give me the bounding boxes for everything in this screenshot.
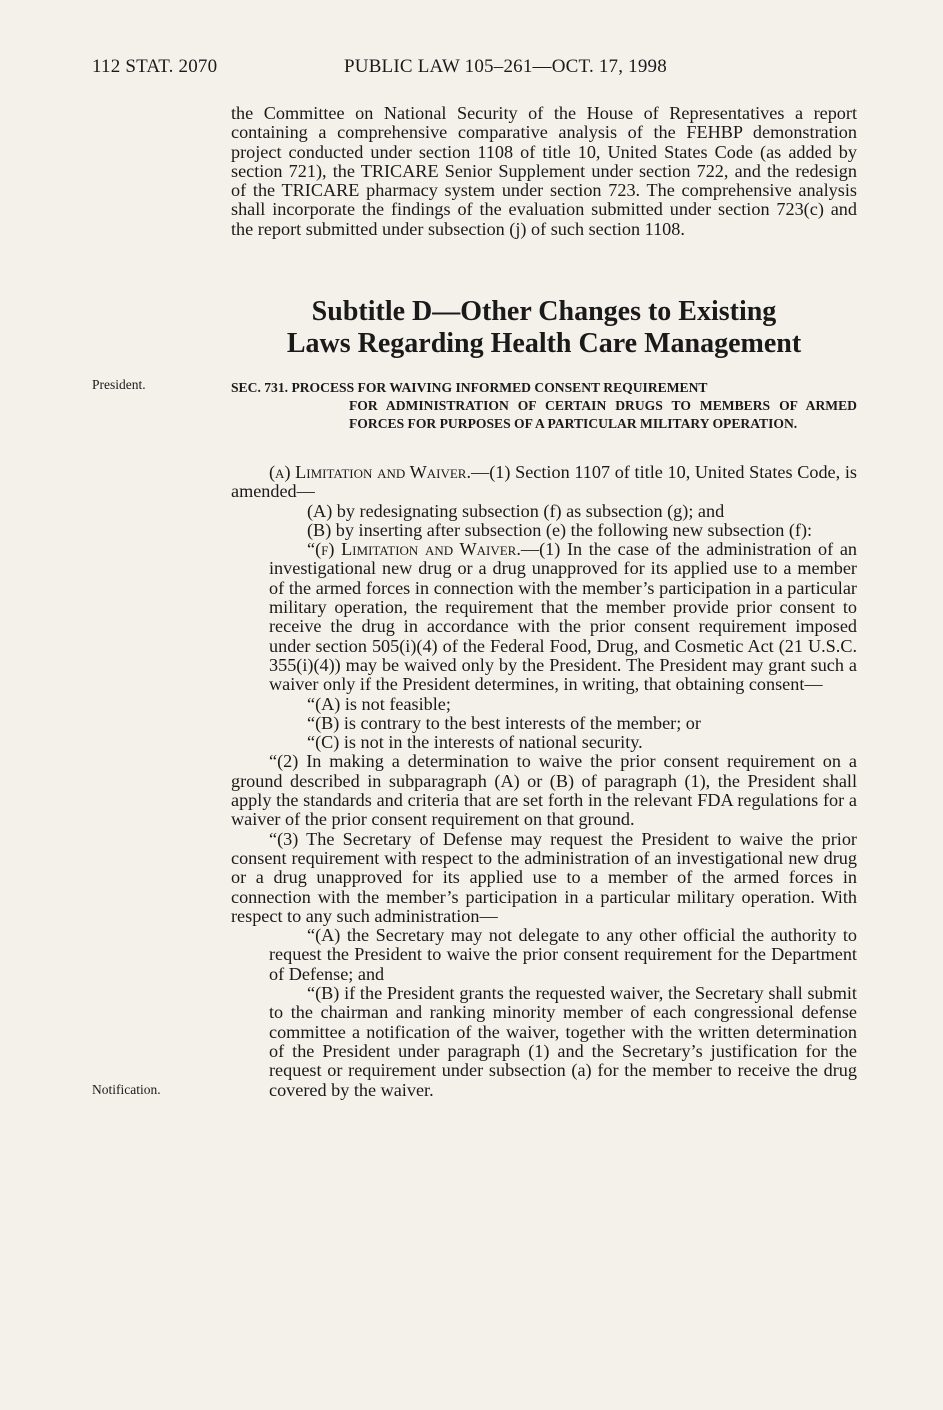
paragraph-a-caption: (a) Limitation and Waiver.	[269, 462, 472, 482]
subsection-f-3-B: “(B) if the President grants the requested waiver, the Secretary shall submit to the chairman and ranking minority member of each congressional defense committee a notification of the waiver, together with the written determination of the President under paragraph (1) and the Secretary’s justification for the request or requirement under subsection (a) for the member to receive the drug covered by the waiver.	[269, 983, 857, 1100]
public-law-citation: PUBLIC LAW 105–261—OCT. 17, 1998	[344, 56, 667, 77]
margin-note-notification: Notification.	[92, 1082, 161, 1097]
subsection-f-3: “(3) The Secretary of Defense may request the President to waive the prior consent requirement with respect to the administration of an investigational new drug or a drug unapproved for its applied use to a member of the armed forces in connection with the member’s participation in a particular military operation. With respect to any such administration—	[231, 828, 857, 926]
margin-note-president: President.	[92, 377, 146, 392]
subsection-f-A: “(A) is not feasible;	[307, 693, 451, 714]
subsection-f-B: “(B) is contrary to the best interests of the member; or	[307, 712, 701, 733]
section-heading-line1: PROCESS FOR WAIVING INFORMED CONSENT REQUIREMENT	[291, 380, 708, 395]
subtitle-line-1: Subtitle D—Other Changes to Existing	[311, 296, 777, 327]
subsection-f-2: “(2) In making a determination to waive the prior consent requirement on a ground described in subparagraph (A) or (B) of paragraph (1), the President shall apply the standards and criteria that are set forth in the relevant FDA regulations for a waiver of the prior consent requirement on that ground.	[231, 751, 857, 830]
section-body	[231, 463, 857, 1100]
statute-citation: 112 STAT. 2070	[92, 56, 218, 77]
intro-paragraph: the Committee on National Security of the House of Representatives a report containing a comprehensive comparative analysis of the FEHBP demonstration project conducted under section 1108 of title 10, United States Code (as added by section 721), the TRICARE Senior Supplement under section 722, and the redesign of the TRICARE pharmacy system under section 723. The comprehensive analysis shall incorporate the findings of the evaluation submitted under section 723(c) and the report submitted under subsection (j) of such section 1108.	[231, 103, 857, 239]
section-heading-rest: FOR ADMINISTRATION OF CERTAIN DRUGS TO MEMBERS OF ARMED FORCES FOR PURPOSES OF A PARTICULAR MILITARY OPERATION.	[349, 398, 857, 431]
subsection-f: “(f) Limitation and Waiver.—(1) In the case of the administration of an investigational new drug or a drug unapproved for its applied use to a member of the armed forces in connection with the member’s participation in a particular military operation, the requirement that the member provide prior consent to receive the drug in accordance with the prior consent requirement imposed under section 505(i)(4) of the Federal Food, Drug, and Cosmetic Act (21 U.S.C. 355(i)(4)) may be waived only by the President. The President may grant such a waiver only if the President determines, in writing, that obtaining consent—	[269, 539, 857, 695]
paragraph-a-B: (B) by inserting after subsection (e) the following new subsection (f):	[307, 519, 813, 540]
subtitle-heading	[231, 296, 857, 360]
subtitle-line-2: Laws Regarding Health Care Management	[286, 328, 802, 359]
subsection-f-C: “(C) is not in the interests of national security.	[307, 732, 643, 753]
paragraph-a: (a) Limitation and Waiver.—(1) Section 1107 of title 10, United States Code, is amended—	[231, 462, 857, 502]
section-heading	[231, 379, 857, 433]
subsection-f-3-A: “(A) the Secretary may not delegate to any other official the authority to request the President to waive the prior consent requirement for the Department of Defense; and	[269, 925, 857, 984]
subsection-f-caption: “(f) Limitation and Waiver.	[307, 539, 521, 560]
paragraph-a-A: (A) by redesignating subsection (f) as subsection (g); and	[307, 500, 725, 521]
section-number: SEC. 731.	[231, 380, 289, 395]
